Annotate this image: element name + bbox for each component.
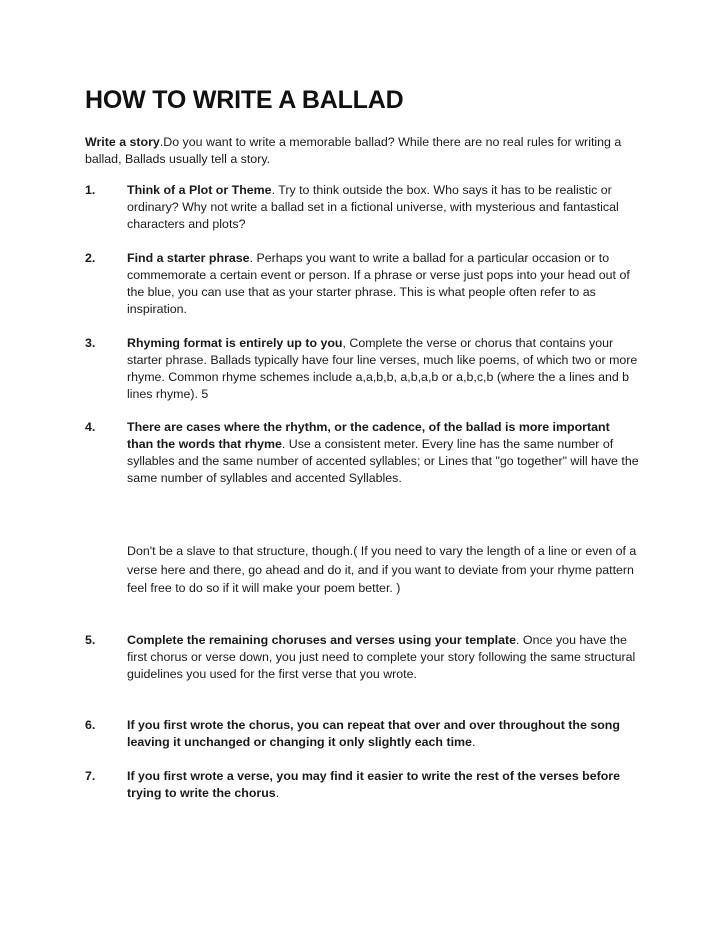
item-number: 7. <box>85 769 96 783</box>
item-lead: If you first wrote the chorus, you can repeat that over and over throughout the song leaving it unchanged or changing it only slightly each time <box>127 718 620 749</box>
item-lead: Think of a Plot or Theme <box>127 183 272 197</box>
item-body <box>127 717 639 751</box>
item-text: , Complete the verse or chorus that contains your starter phrase. Ballads typically have four line verses, much like poems, of which two or more rhyme. Common rhyme schemes include a,a,b,b, a,b,a,b or a,b,c,b (where the a lines and b lines rhyme). 5 <box>127 336 638 401</box>
item-body <box>127 335 639 403</box>
page-title: HOW TO WRITE A BALLAD <box>85 86 404 114</box>
item-number: 2. <box>85 251 96 265</box>
item-lead: There are cases where the rhythm, or the cadence, of the ballad is more important than the words that rhyme <box>127 420 610 451</box>
intro-lead: Write a story <box>85 135 160 149</box>
item-text: . Once you have the first chorus or verse down, you just need to complete your story following the same structural guidelines you used for the first verse that you wrote. <box>127 633 636 681</box>
item-body <box>127 632 639 683</box>
item-body <box>127 419 639 487</box>
item-body <box>127 768 639 802</box>
item-text: . <box>275 786 280 800</box>
item-number: 4. <box>85 420 96 434</box>
item-text: . Perhaps you want to write a ballad for a particular occasion or to commemorate a certain event or person. If a phrase or verse just pops into your head out of the blue, you can use that as your starter phrase. This is what people often refer to as inspiration. <box>127 251 630 316</box>
item-lead: Find a starter phrase <box>127 251 250 265</box>
item-number: 5. <box>85 633 96 647</box>
intro-text: .Do you want to write a memorable ballad? While there are no real rules for writing a ballad, Ballads usually tell a story. <box>85 135 622 166</box>
item-lead: Complete the remaining choruses and verses using your template <box>127 633 517 647</box>
item-text: . Try to think outside the box. Who says it has to be realistic or ordinary? Why not write a ballad set in a fictional universe, with mysterious and fantastical characters and plots? <box>127 183 619 231</box>
item-body <box>127 250 639 318</box>
item-text: . Use a consistent meter. Every line has the same number of syllables and the same number of accented syllables; or Lines that "go together" will have the same number of syllables and accented Syllables. <box>127 437 639 485</box>
item-number: 3. <box>85 336 96 350</box>
intro-paragraph <box>85 134 645 168</box>
item-body <box>127 182 639 233</box>
item-text: . <box>471 735 476 749</box>
item-lead: If you first wrote a verse, you may find it easier to write the rest of the verses before trying to write the chorus <box>127 769 621 800</box>
item-lead: Rhyming format is entirely up to you <box>127 336 343 350</box>
note-paragraph: Don't be a slave to that structure, though.( If you need to vary the length of a line or even of a verse here and there, go ahead and do it, and if you want to deviate from your rhyme pattern feel free to do so if it will make your poem better. ) <box>127 544 637 595</box>
item-number: 1. <box>85 183 96 197</box>
item-number: 6. <box>85 718 96 732</box>
